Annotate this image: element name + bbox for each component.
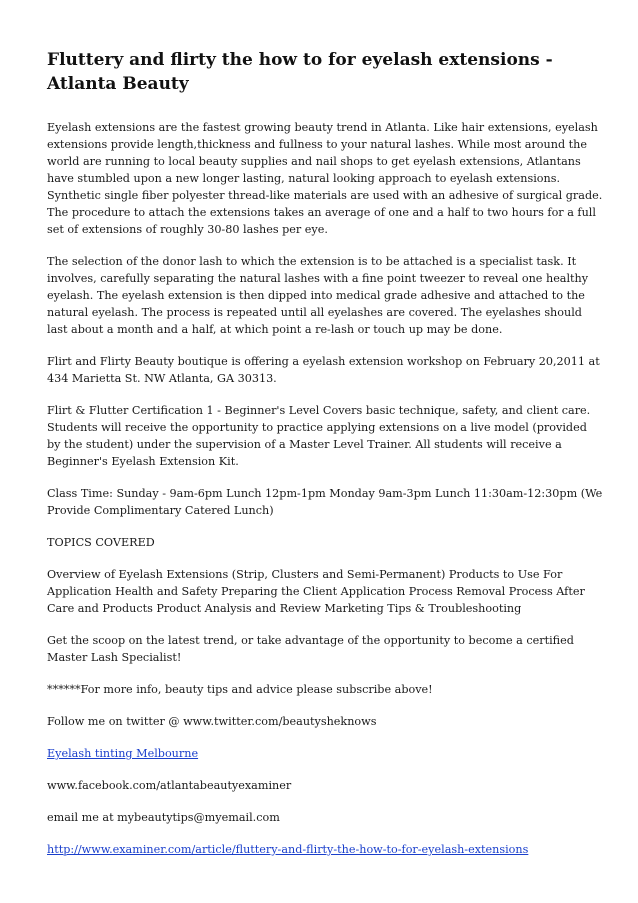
paragraph-intro: Eyelash extensions are the fastest growing beauty trend in Atlanta. Like hair extensions, eyelash extensions provide length,thickness and fullness to your natural lashes. While most around the world are running to local beauty supplies and nail shops to get eyelash extensions, Atlantans have stumbled upon a new longer lasting, natural looking approach to eyelash extensions. Synthetic single fiber polyester thread-like materials are used with an adhesive of surgical grade. The procedure to attach the extensions takes an average of one and a half to two hours for a full set of extensions of roughly 30-80 lashes per eye. — [47, 121, 603, 236]
melbourne-link-paragraph — [47, 745, 603, 762]
paragraph-facebook: www.facebook.com/atlantabeautyexaminer — [47, 779, 292, 792]
paragraph-workshop: Flirt and Flirty Beauty boutique is offering a eyelash extension workshop on February 20,2011 at 434 Marietta St. NW Atlanta, GA 30313. — [47, 355, 600, 385]
topics-heading: TOPICS COVERED — [47, 536, 155, 549]
paragraph-scoop: Get the scoop on the latest trend, or take advantage of the opportunity to become a certified Master Lash Specialist! — [47, 634, 574, 664]
paragraph-email: email me at mybeautytips@myemail.com — [47, 811, 280, 824]
paragraph-topics: Overview of Eyelash Extensions (Strip, Clusters and Semi-Permanent) Products to Use For Application Health and Safety Preparing the Client Application Process Removal Process After Care and Products Product Analysis and Review Marketing Tips & Troubleshooting — [47, 568, 585, 615]
document-page — [47, 48, 603, 873]
source-url-link[interactable]: http://www.examiner.com/article/fluttery-and-flirty-the-how-to-for-eyelash-extensions — [47, 843, 529, 856]
paragraph-subscribe: ******For more info, beauty tips and advice please subscribe above! — [47, 683, 433, 696]
article-title: Fluttery and flirty the how to for eyelash extensions - Atlanta Beauty — [47, 50, 553, 94]
eyelash-tinting-link[interactable]: Eyelash tinting Melbourne — [47, 747, 199, 760]
paragraph-certification: Flirt & Flutter Certification 1 - Beginner's Level Covers basic technique, safety, and client care. Students will receive the opportunity to practice applying extensions on a live model (provided by the student) under the supervision of a Master Level Trainer. All students will receive a Beginner's Eyelash Extension Kit. — [47, 404, 591, 468]
source-link-paragraph — [47, 841, 603, 858]
paragraph-donor-lash: The selection of the donor lash to which the extension is to be attached is a specialist task. It involves, carefully separating the natural lashes with a fine point tweezer to reveal one healthy eyelash. The eyelash extension is then dipped into medical grade adhesive and attached to the natural eyelash. The process is repeated until all eyelashes are covered. The eyelashes should last about a month and a half, at which point a re-lash or touch up may be done. — [47, 255, 589, 336]
paragraph-twitter: Follow me on twitter @ www.twitter.com/beautysheknows — [47, 715, 377, 728]
paragraph-class-time: Class Time: Sunday - 9am-6pm Lunch 12pm-1pm Monday 9am-3pm Lunch 11:30am-12:30pm (We Provide Complimentary Catered Lunch) — [47, 487, 603, 517]
